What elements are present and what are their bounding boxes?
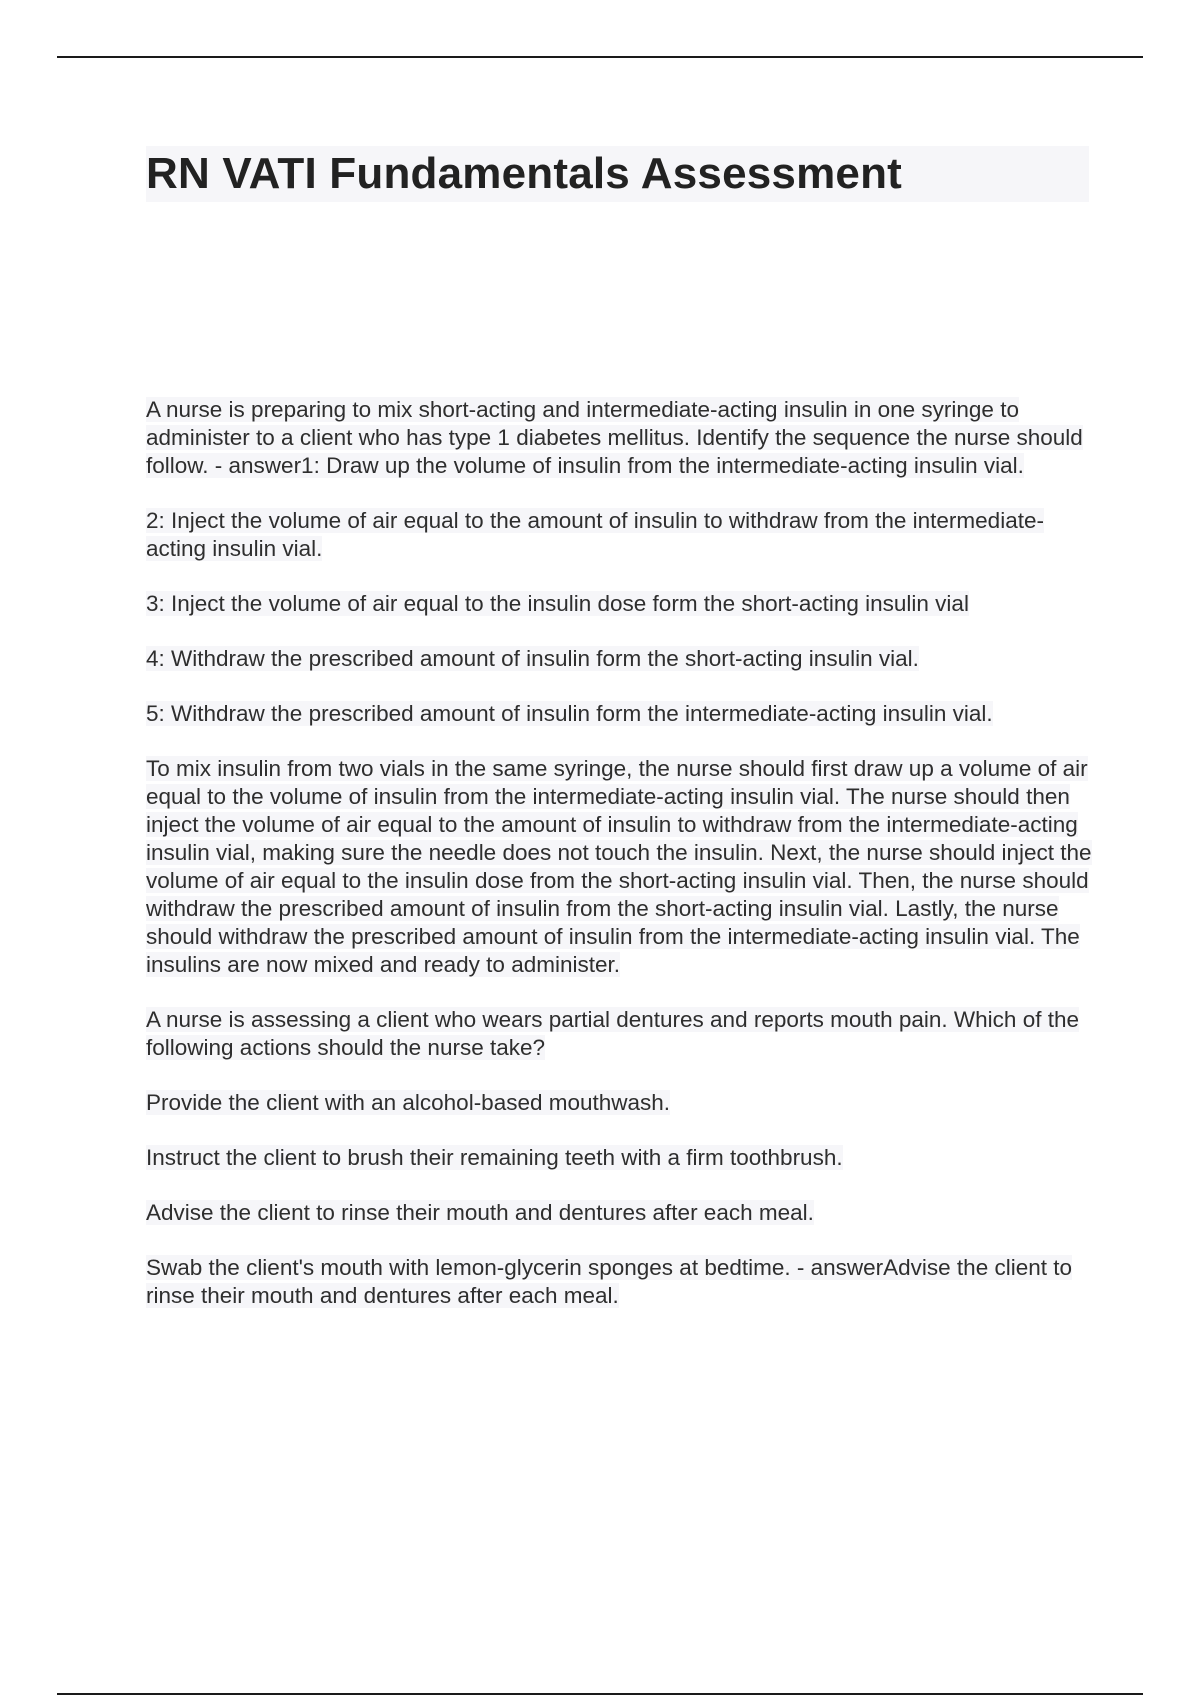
title-highlight (146, 146, 1089, 202)
question-1-text (146, 396, 1096, 480)
paragraph-text: Provide the client with an alcohol-based mouthwash. (146, 1090, 671, 1115)
top-divider (57, 56, 1143, 58)
document-body (146, 396, 1096, 1337)
paragraph-text: To mix insulin from two vials in the same syringe, the nurse should first draw up a volume of air equal to the volume of insulin from the intermediate-acting insulin vial. The nurse should then inject the volume of air equal to the amount of insulin to withdraw from the intermediate-acting insulin vial, making sure the needle does not touch the insulin. Next, the nurse should inject the volume of air equal to the insulin dose from the short-acting insulin vial. Then, the nurse should withdraw the prescribed amount of insulin from the short-acting insulin vial. Lastly, the nurse should withdraw the prescribed amount of insulin from the intermediate-acting insulin vial. The insulins are now mixed and ready to administer. (146, 756, 1092, 977)
paragraph-text: Swab the client's mouth with lemon-glycerin sponges at bedtime. - answerAdvise the client to rinse their mouth and dentures after each meal. (146, 1255, 1073, 1308)
question-2-text (146, 1006, 1096, 1062)
step-5 (146, 700, 1096, 728)
rationale-1 (146, 755, 1096, 979)
paragraph-text: 5: Withdraw the prescribed amount of insulin form the intermediate-acting insulin vial. (146, 701, 993, 726)
step-3 (146, 590, 1096, 618)
paragraph-text: A nurse is preparing to mix short-acting and intermediate-acting insulin in one syringe to administer to a client who has type 1 diabetes mellitus. Identify the sequence the nurse should follow. - answer1: Draw up the volume of insulin from the intermediate-acting insulin vial. (146, 397, 1083, 478)
paragraph-text: 4: Withdraw the prescribed amount of insulin form the short-acting insulin vial. (146, 646, 919, 671)
option-c (146, 1199, 1096, 1227)
step-2 (146, 507, 1096, 563)
option-b (146, 1144, 1096, 1172)
step-4 (146, 645, 1096, 673)
paragraph-text: 3: Inject the volume of air equal to the insulin dose form the short-acting insulin vial (146, 591, 969, 616)
option-a (146, 1089, 1096, 1117)
bottom-divider (57, 1693, 1143, 1695)
paragraph-text: 2: Inject the volume of air equal to the amount of insulin to withdraw from the intermediate-acting insulin vial. (146, 508, 1044, 561)
paragraph-text: Instruct the client to brush their remaining teeth with a firm toothbrush. (146, 1145, 843, 1170)
paragraph-text: Advise the client to rinse their mouth and dentures after each meal. (146, 1200, 814, 1225)
page-title: RN VATI Fundamentals Assessment (146, 149, 903, 198)
option-d-with-answer (146, 1254, 1096, 1310)
paragraph-text: A nurse is assessing a client who wears partial dentures and reports mouth pain. Which of the following actions should the nurse take? (146, 1007, 1079, 1060)
